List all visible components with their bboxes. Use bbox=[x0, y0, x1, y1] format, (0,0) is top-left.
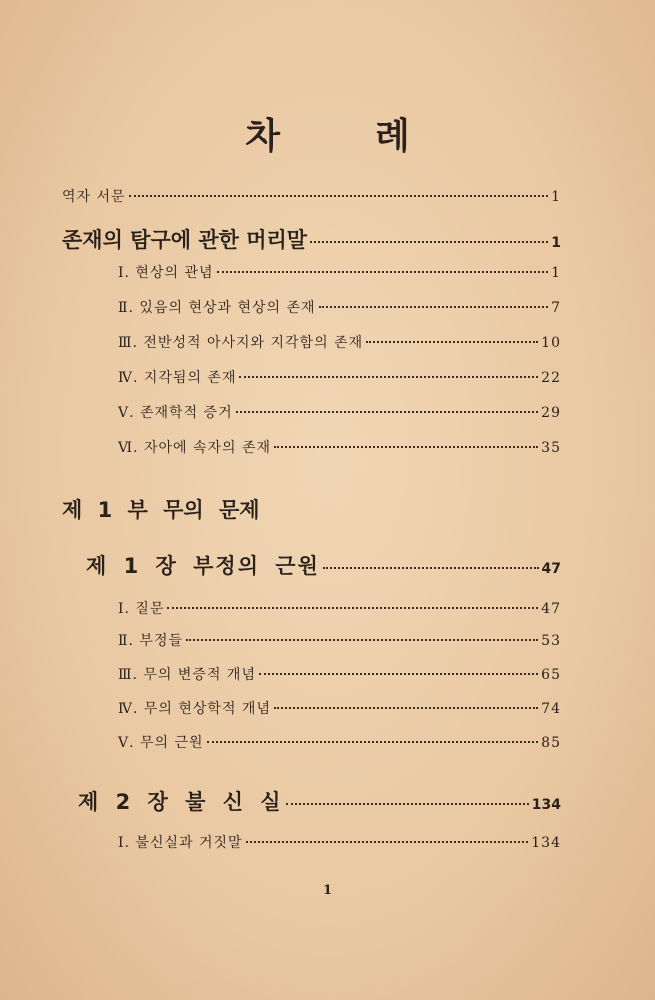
toc-label: 역자 서문 bbox=[62, 189, 126, 205]
toc-page-number: 1 bbox=[551, 235, 561, 251]
toc-label: 제 2 장 불 신 실 bbox=[78, 790, 283, 814]
toc-entry-ch1-2[interactable] bbox=[118, 630, 561, 650]
toc-label: Ⅱ. 있음의 현상과 현상의 존재 bbox=[118, 300, 316, 316]
toc-entry-intro-4[interactable] bbox=[118, 367, 561, 387]
dot-leader bbox=[366, 341, 538, 343]
dot-leader bbox=[239, 376, 538, 378]
toc-label: 제 1 장 부정의 근원 bbox=[86, 554, 320, 578]
toc-label: Ⅵ. 자아에 속자의 존재 bbox=[118, 440, 272, 456]
toc-entry-ch1-3[interactable] bbox=[118, 664, 561, 684]
dot-leader bbox=[310, 241, 548, 243]
dot-leader bbox=[274, 707, 538, 709]
toc-entry-intro-2[interactable] bbox=[118, 297, 561, 317]
toc-entry-chapter-1[interactable] bbox=[86, 550, 561, 580]
title-char-2: 례 bbox=[375, 116, 410, 157]
dot-leader bbox=[323, 567, 539, 569]
toc-page-number: 7 bbox=[551, 300, 561, 316]
toc-page-number: 29 bbox=[541, 405, 561, 421]
toc-label: Ⅰ. 현상의 관념 bbox=[118, 265, 214, 281]
dot-leader bbox=[236, 411, 539, 413]
toc-page-number: 134 bbox=[531, 797, 561, 813]
toc-entry-chapter-2[interactable] bbox=[78, 786, 561, 816]
toc-label: Ⅰ. 불신실과 거짓말 bbox=[118, 835, 243, 851]
toc-entry-ch1-1[interactable] bbox=[118, 598, 561, 618]
toc-label: Ⅳ. 무의 현상학적 개념 bbox=[118, 701, 271, 717]
toc-entry-intro-3[interactable] bbox=[118, 332, 561, 352]
toc-label: Ⅰ. 질문 bbox=[118, 601, 165, 617]
toc-entry-ch1-4[interactable] bbox=[118, 698, 561, 718]
dot-leader bbox=[319, 306, 549, 308]
toc-page-number: 1 bbox=[551, 265, 561, 281]
toc-page-number: 85 bbox=[541, 735, 561, 751]
toc-entry-preface[interactable] bbox=[62, 186, 561, 206]
toc-page-number: 47 bbox=[541, 601, 561, 617]
toc-page-number: 53 bbox=[541, 633, 561, 649]
page-number-footer: 1 bbox=[322, 883, 333, 898]
dot-leader bbox=[167, 607, 538, 609]
dot-leader bbox=[246, 841, 529, 843]
dot-leader bbox=[207, 741, 539, 743]
toc-page-number: 134 bbox=[531, 835, 561, 851]
toc-entry-ch1-5[interactable] bbox=[118, 732, 561, 752]
dot-leader bbox=[286, 803, 529, 805]
toc-entry-intro[interactable] bbox=[62, 224, 561, 254]
toc-label: Ⅴ. 존재학적 증거 bbox=[118, 405, 233, 421]
toc-page-number: 65 bbox=[541, 667, 561, 683]
toc-page-number: 35 bbox=[541, 440, 561, 456]
dot-leader bbox=[129, 195, 549, 197]
toc-label: 존재의 탐구에 관한 머리말 bbox=[62, 228, 308, 252]
dot-leader bbox=[186, 639, 538, 641]
page-title bbox=[0, 108, 655, 159]
toc-entry-ch2-1[interactable] bbox=[118, 832, 561, 852]
toc-page-number: 1 bbox=[551, 189, 561, 205]
toc-entry-intro-1[interactable] bbox=[118, 262, 561, 282]
dot-leader bbox=[259, 673, 538, 675]
toc-page-number: 47 bbox=[541, 561, 561, 577]
title-char-1: 차 bbox=[245, 116, 280, 157]
toc-part-1[interactable]: 제 1 부 무의 문제 bbox=[62, 498, 260, 522]
toc-page-number: 74 bbox=[541, 701, 561, 717]
toc-entry-intro-5[interactable] bbox=[118, 402, 561, 422]
dot-leader bbox=[217, 271, 549, 273]
toc-label: Ⅴ. 무의 근원 bbox=[118, 735, 204, 751]
toc-label: Ⅲ. 무의 변증적 개념 bbox=[118, 667, 256, 683]
toc-label: Ⅲ. 전반성적 아사지와 지각함의 존재 bbox=[118, 335, 364, 351]
dot-leader bbox=[274, 446, 538, 448]
toc-page-number: 10 bbox=[541, 335, 561, 351]
toc-label: Ⅳ. 지각됨의 존재 bbox=[118, 370, 237, 386]
toc-page-number: 22 bbox=[541, 370, 561, 386]
toc-entry-intro-6[interactable] bbox=[118, 437, 561, 457]
toc-label: Ⅱ. 부정들 bbox=[118, 633, 183, 649]
